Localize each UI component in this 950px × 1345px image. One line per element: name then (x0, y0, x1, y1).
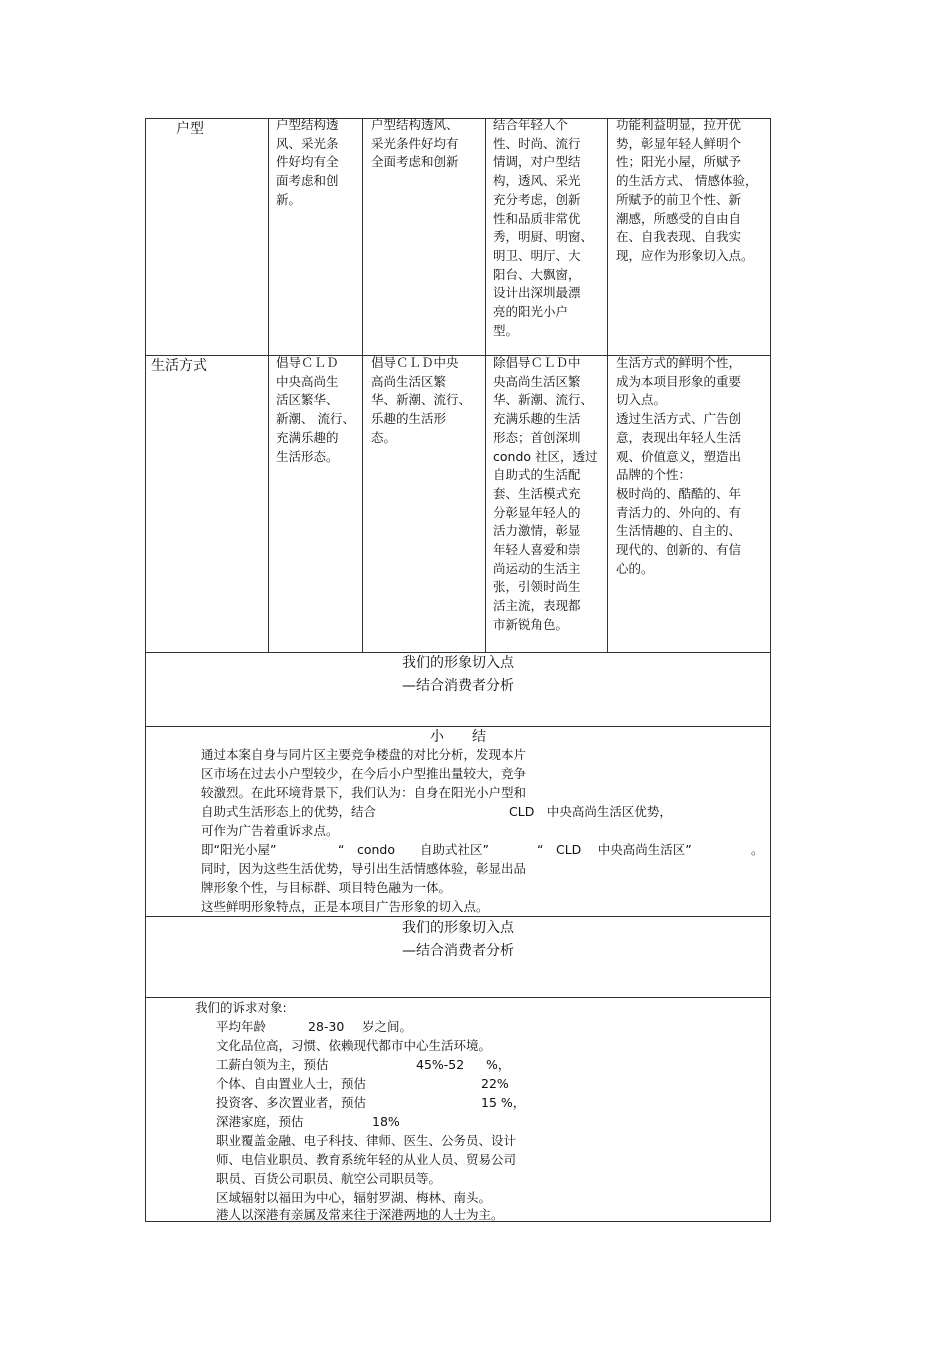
target-age-suffix: 岁之间。 (362, 1019, 413, 1034)
summary-line-part: “ condo 自助式社区” (338, 842, 489, 857)
section-subtitle: —结合消费者分析 (402, 678, 514, 694)
target-label: 深港家庭，预估 (216, 1114, 304, 1129)
section-title: 我们的形象切入点 (402, 920, 514, 936)
row-label-huxing: 户型 (176, 121, 204, 137)
target-age (216, 1018, 516, 1037)
target-jobs-line: 师、电信业职员、教育系统年轻的从业人员、贸易公司 (216, 1152, 517, 1167)
summary-line-part: “ CLD 中央高尚生活区” (537, 842, 692, 857)
lifestyle-cell-1: 倡导ＣＬＤ 中央高尚生 活区繁华、 新潮、 流行、 充满乐趣的 生活形态。 (276, 355, 355, 464)
target-investor (216, 1094, 536, 1113)
summary-line (201, 841, 766, 860)
target-suffix: %， (486, 1057, 511, 1072)
huxing-cell-2: 户型结构透风、 采光条件好均有 全面考虑和创新 (371, 117, 459, 170)
target-culture: 文化品位高，习惯、依赖现代都市中心生活环境。 (216, 1038, 492, 1053)
summary-line: 这些鲜明形象特点，正是本项目广告形象的切入点。 (201, 899, 489, 914)
target-label: 工薪白领为主，预估 (216, 1057, 329, 1072)
summary-line-part: 。 (751, 842, 764, 857)
row-label-lifestyle: 生活方式 (151, 358, 207, 374)
target-whitecollar (216, 1056, 536, 1075)
summary-line-part: 自助式生活形态上的优势，结合 (201, 804, 377, 819)
section-subtitle: —结合消费者分析 (402, 943, 514, 959)
lifestyle-cell-2: 倡导ＣＬＤ中央 高尚生活区繁 华、新潮、流行、 乐趣的生活形 态。 (371, 355, 472, 445)
huxing-cell-3: 结合年轻人个 性、时尚、流行 情调，对户型结 构，透风、采光 充分考虑，创新 性和品质非常优 秀，明厨、明窗、 明卫、明厅、大 阳台、大飘窗， 设计出深圳最漂 亮的阳光小户 型。 (493, 117, 594, 338)
lifestyle-cell-3: 除倡导ＣＬＤ中 央高尚生活区繁 华、新潮、流行、 充满乐趣的生活 形态；首创深圳 condo 社区，透过 自助式的生活配 套、生活模式充 分彰显年轻人的 活力激情，彰显 年轻人喜爱和崇 尚运动的生活主 张，引领时尚生 活主流，表现都 市新锐角色。 (493, 355, 598, 632)
summary-line: 区市场在过去小户型较少，在今后小户型推出量较大，竞争 (201, 766, 527, 781)
summary-heading: 小 结 (430, 729, 486, 745)
huxing-cell-4: 功能利益明显，拉开优 势，彰显年轻人鲜明个 性；阳光小屋，所赋予 的生活方式、 情感体验， 所赋予的前卫个性、新 潮感，所感受的自由自 在、自我表现、自我实 现，应作为形象切入点。 (616, 117, 758, 263)
lifestyle-cell-4: 生活方式的鲜明个性， 成为本项目形象的重要 切入点。 透过生活方式、广告创 意，表现出年轻人生活 观、价值意义，塑造出 品牌的个性： 极时尚的、酷酷的、年 青活力的、外向的、有 生活情趣的、自主的、 现代的、创新的、有信 心的。 (616, 355, 742, 576)
summary-line: 可作为广告着重诉求点。 (201, 823, 339, 838)
target-selfemployed (216, 1075, 536, 1094)
summary-line: 通过本案自身与同片区主要竞争楼盘的对比分析，发现本片 (201, 747, 527, 762)
summary-line: 牌形象个性，与目标群、项目特色融为一体。 (201, 880, 452, 895)
target-label: 个体、自由置业人士，预估 (216, 1076, 367, 1091)
section-title: 我们的形象切入点 (402, 655, 514, 671)
summary-line: 较激烈。在此环境背景下，我们认为：自身在阳光小户型和 (201, 785, 527, 800)
target-value: 45%-52 (416, 1057, 465, 1072)
target-region: 区域辐射以福田为中心，辐射罗湖、梅林、南头。 (216, 1190, 492, 1205)
summary-line (201, 803, 761, 822)
target-age-label: 平均年龄 (216, 1019, 267, 1034)
target-value: 18% (372, 1114, 400, 1129)
column-divider (485, 118, 486, 652)
target-age-value: 28-30 (308, 1019, 345, 1034)
target-jobs-line: 职员、百货公司职员、航空公司职员等。 (216, 1171, 442, 1186)
huxing-cell-1: 户型结构透 风、采光条 件好均有全 面考虑和创 新。 (276, 117, 339, 207)
target-family (216, 1113, 536, 1132)
target-value: 22% (481, 1076, 509, 1091)
column-divider (607, 118, 608, 652)
targets-heading: 我们的诉求对象: (195, 1000, 287, 1015)
target-value: 15 %， (481, 1095, 526, 1110)
target-hk: 港人以深港有亲属及常来往于深港两地的人士为主。 (216, 1207, 504, 1222)
summary-line-part: CLD 中央高尚生活区优势， (509, 804, 672, 819)
summary-line-part: 即“阳光小屋” (201, 842, 277, 857)
row-divider (145, 997, 771, 998)
column-divider (268, 118, 269, 652)
target-label: 投资客、多次置业者，预估 (216, 1095, 367, 1110)
summary-line: 同时，因为这些生活优势，导引出生活情感体验，彰显出品 (201, 861, 527, 876)
target-jobs-line: 职业覆盖金融、电子科技、律师、医生、公务员、设计 (216, 1133, 517, 1148)
